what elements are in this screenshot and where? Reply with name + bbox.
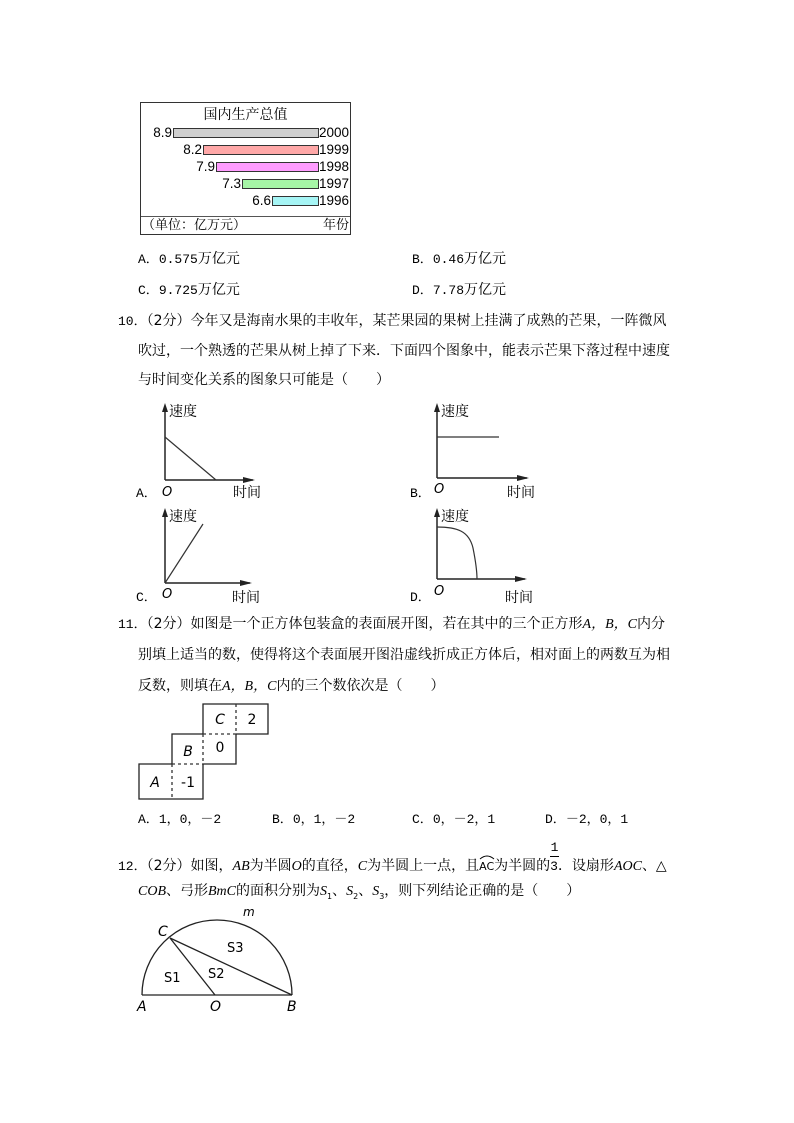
q10-line-1 (118, 313, 667, 330)
q12-line-1 (118, 858, 667, 875)
region-s3-label: S3 (227, 941, 244, 956)
sub-2: 2 (353, 891, 359, 901)
y-label: 速度 (169, 509, 197, 525)
option-letter: B． (412, 252, 433, 267)
bar-category-label: 2000 (319, 125, 350, 140)
question-number: 12． (118, 859, 147, 874)
bar-category-label: 1998 (319, 159, 350, 174)
option-value: 9.725 (158, 283, 198, 298)
var-s2: S (346, 884, 354, 899)
q10-option-c-letter: C． (136, 590, 157, 605)
x-axis-arrow-icon (517, 475, 529, 481)
bar-1999 (203, 145, 319, 155)
curve-concave-down (437, 527, 477, 579)
point-c-label: C (158, 924, 168, 940)
option-unit: 万亿元 (197, 251, 240, 267)
q9-option-b (412, 251, 506, 268)
x-label: 时间 (232, 590, 260, 605)
q11-option-b (272, 812, 355, 828)
curve-decreasing (165, 437, 216, 480)
origin-label: O (162, 485, 173, 500)
q11-option-c (412, 812, 495, 828)
bar-category-label: 1999 (319, 142, 350, 157)
bar-1997 (242, 179, 319, 189)
question-text: 今年又是海南水果的丰收年，某芒果园的果树上挂满了成熟的芒果，一阵微风 (190, 313, 667, 329)
var-o: O (291, 859, 302, 874)
question-score: （2分） (146, 858, 191, 874)
q10-option-b-letter: B． (410, 486, 431, 501)
option-value: 0，－2，1 (432, 812, 496, 827)
fraction-denominator: 3 (550, 859, 558, 874)
bar-category-label: 1996 (319, 193, 350, 208)
option-value: 0，1，－2 (292, 812, 356, 827)
question-score: （2分） (146, 313, 191, 329)
y-label: 速度 (169, 404, 197, 420)
bar-value-label: 6.6 (252, 193, 271, 208)
cube-net-figure (137, 702, 272, 802)
option-unit: 万亿元 (464, 251, 507, 267)
separator: 、 (358, 883, 373, 899)
bar-value-label: 8.9 (153, 125, 172, 140)
option-letter: D． (545, 812, 566, 827)
question-text: 、弓形 (166, 883, 208, 899)
q10-option-a-letter: A． (136, 486, 157, 501)
y-axis-arrow-icon (434, 403, 440, 412)
question-text: 的直径， (301, 858, 358, 874)
option-letter: B． (272, 812, 293, 827)
x-label: 时间 (505, 590, 533, 605)
question-text: 内分 (636, 616, 665, 632)
question-text: 的面积分别为 (236, 883, 320, 899)
q10-option-d-letter: D． (410, 590, 431, 605)
bar-1998 (216, 162, 319, 172)
chart-unit-label: （单位：亿万元） (142, 218, 247, 233)
q11-line-3 (138, 678, 444, 695)
question-score: （2分） (146, 616, 191, 632)
option-value: －2，0，1 (565, 812, 629, 827)
sub-3: 3 (379, 891, 385, 901)
bar-category-label: 1997 (319, 176, 350, 191)
q10-line-2: 吹过，一个熟透的芒果从树上掉了下来．下面四个图象中，能表示芒果下落过程中速度 (138, 343, 670, 359)
option-value: 0.575 (158, 252, 198, 267)
chart-footer-divider (141, 216, 350, 217)
y-axis-arrow-icon (162, 508, 168, 517)
fraction-bar (550, 856, 559, 857)
arc-ac (479, 859, 494, 875)
question-text: 为半圆上一点，且 (367, 858, 480, 874)
option-value: 7.78 (432, 283, 465, 298)
x-axis-arrow-icon (243, 477, 255, 483)
net-cell-2: 2 (247, 712, 257, 728)
net-cell-neg1: -1 (181, 775, 195, 791)
question-number: 10． (118, 314, 147, 329)
point-m-label: m (243, 905, 255, 919)
option-value: 1，0，－2 (158, 812, 222, 827)
option-value: 0.46 (432, 252, 465, 267)
question-text: 为半圆的 (494, 858, 551, 874)
q10-graph-b (427, 398, 542, 500)
var-ab: AB (232, 859, 250, 874)
var-aoc: AOC (613, 859, 642, 874)
origin-label: O (434, 584, 445, 599)
var-cob: COB (138, 884, 166, 899)
x-label: 时间 (233, 485, 261, 500)
q9-option-d (412, 282, 506, 299)
option-letter: A． (138, 252, 159, 267)
question-text: 内的三个数依次是（ ） (276, 678, 445, 694)
question-text: 、△ (641, 858, 667, 874)
var-s3: S (372, 884, 380, 899)
chart-year-axis-label: 年份 (322, 218, 349, 233)
bar-value-label: 7.3 (222, 176, 241, 191)
fraction-numerator-wrap (550, 841, 559, 857)
y-axis-arrow-icon (162, 403, 168, 412)
gdp-bar-chart (140, 102, 351, 235)
origin-label: O (434, 482, 445, 497)
q10-graph-a (155, 398, 265, 500)
option-letter: D． (412, 283, 433, 298)
bar-1996 (272, 196, 319, 206)
var-c: C (357, 859, 368, 874)
net-cell-b: B (183, 744, 193, 760)
region-s1-label: S1 (164, 971, 181, 986)
question-text: 反数，则填在 (138, 678, 222, 694)
point-a-label: A (137, 999, 147, 1015)
var-s1: S (320, 884, 327, 899)
net-cell-a: A (150, 775, 160, 791)
var-bmc: BmC (208, 884, 236, 899)
q10-graph-d (427, 503, 542, 605)
origin-label: O (162, 587, 173, 602)
sub-1: 1 (327, 891, 333, 901)
q10-graph-c (155, 503, 265, 605)
question-text: ，则下列结论正确的是（ ） (384, 883, 581, 899)
option-unit: 万亿元 (197, 282, 240, 298)
option-letter: C． (138, 283, 159, 298)
net-cell-0: 0 (215, 740, 225, 756)
chart-title: 国内生产总值 (203, 107, 288, 123)
question-text: ．设扇形 (557, 858, 614, 874)
x-axis-arrow-icon (240, 580, 252, 586)
y-label: 速度 (441, 404, 469, 420)
x-axis-arrow-icon (515, 576, 527, 582)
q11-option-a (138, 812, 221, 828)
option-letter: C． (412, 812, 433, 827)
separator: 、 (332, 883, 347, 899)
q10-line-3: 与时间变化关系的图象只可能是（ ） (138, 372, 390, 388)
question-number: 11． (118, 617, 147, 632)
bar-value-label: 7.9 (196, 159, 215, 174)
q9-option-a (138, 251, 240, 268)
bar-value-label: 8.2 (183, 142, 202, 157)
fraction-numerator: 1 (550, 840, 559, 855)
semicircle-figure (130, 902, 315, 1015)
region-s2-label: S2 (208, 967, 225, 982)
curve-increasing (165, 524, 203, 583)
question-text: 为半圆 (249, 858, 292, 874)
y-axis-arrow-icon (434, 508, 440, 517)
question-text: 如图是一个正方体包装盒的表面展开图，若在其中的三个正方形 (190, 616, 583, 632)
q11-option-d (545, 812, 628, 828)
option-letter: A． (138, 812, 159, 827)
net-cell-c: C (215, 712, 225, 728)
option-unit: 万亿元 (464, 282, 507, 298)
q12-line-2 (138, 883, 580, 900)
q11-line-2: 别填上适当的数，使得将这个表面展开图沿虚线折成正方体后，相对面上的两数互为相 (138, 647, 670, 663)
point-b-label: B (287, 999, 297, 1015)
y-label: 速度 (441, 509, 469, 525)
bar-2000 (173, 128, 319, 138)
arc-label: AC (479, 860, 495, 873)
question-text: 如图， (190, 858, 233, 874)
point-o-label: O (210, 999, 222, 1015)
question-vars: A，B，C (222, 679, 277, 694)
q11-line-1 (118, 616, 665, 633)
x-label: 时间 (507, 485, 535, 500)
q9-option-c (138, 282, 240, 299)
question-vars: A，B，C (582, 617, 637, 632)
